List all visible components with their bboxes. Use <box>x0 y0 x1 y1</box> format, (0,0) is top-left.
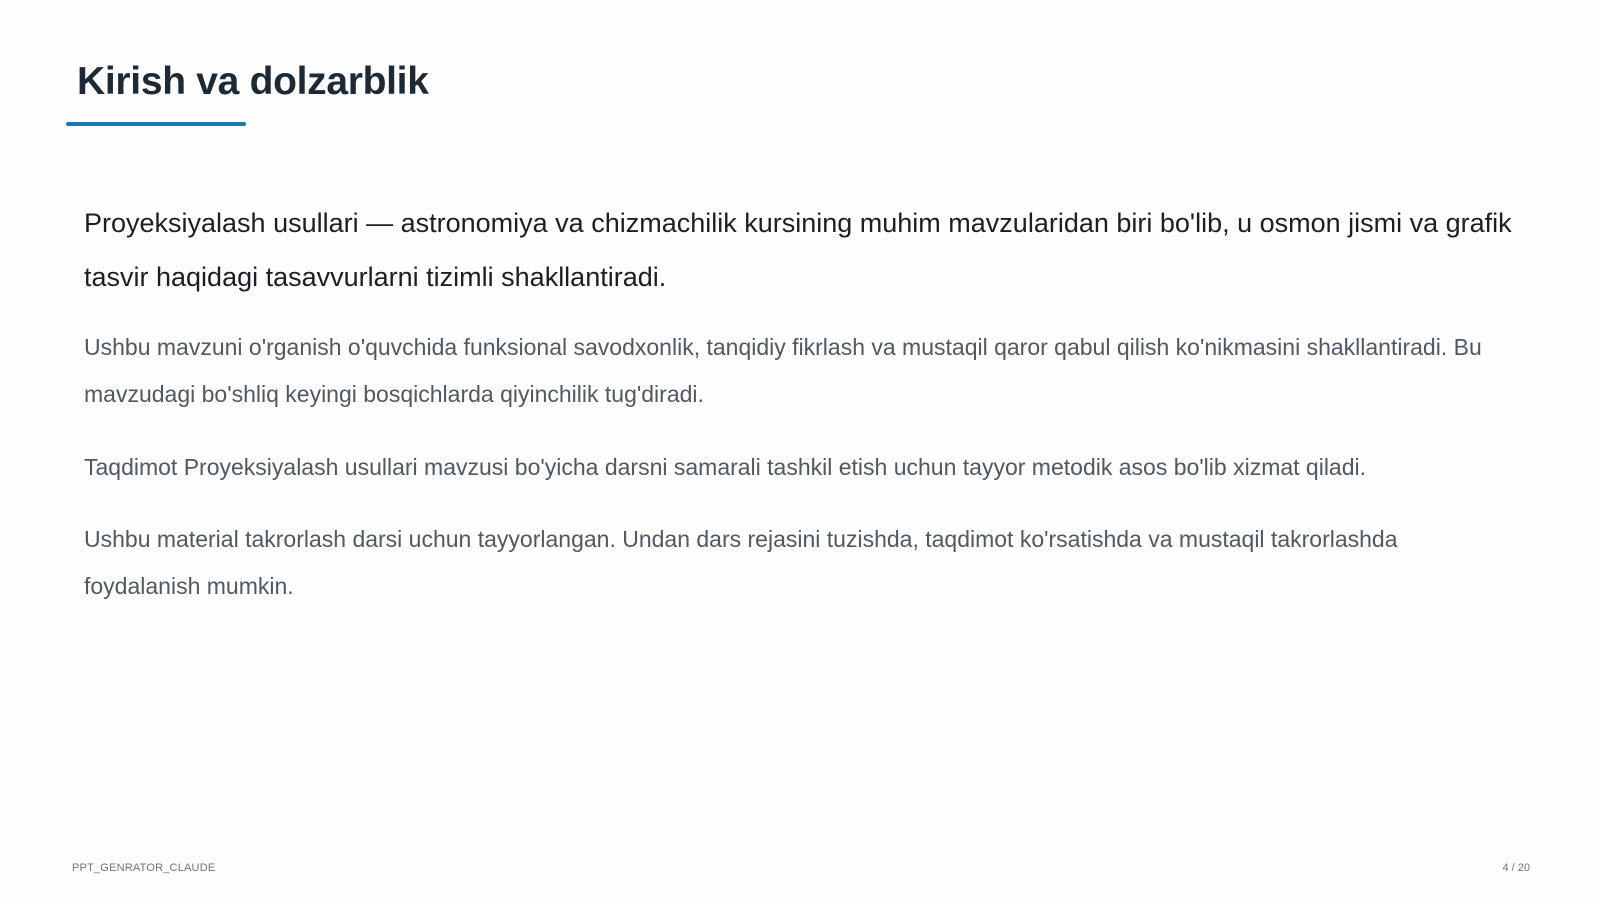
slide-title: Kirish va dolzarblik <box>77 60 429 103</box>
footer-brand: PPT_GENRATOR_CLAUDE <box>72 862 216 874</box>
body-paragraph-3: Ushbu material takrorlash darsi uchun tayyorlangan. Undan dars rejasini tuzishda, taqdimot ko'rsatishda va mustaqil takrorlashda foydalanish mumkin. <box>84 526 1398 599</box>
body-paragraph-2: Taqdimot Proyeksiyalash usullari mavzusi bo'yicha darsni samarali tashkil etish uchun tayyor metodik asos bo'lib xizmat qiladi. <box>84 454 1367 480</box>
lead-paragraph: Proyeksiyalash usullari — astronomiya va chizmachilik kursining muhim mavzularidan biri bo'lib, u osmon jismi va grafik tasvir haqidagi tasavvurlarni tizimli shakllantiradi. <box>84 208 1512 292</box>
title-underline <box>66 122 246 126</box>
page-indicator: 4 / 20 <box>1502 862 1530 874</box>
body-paragraph-1: Ushbu mavzuni o'rganish o'quvchida funksional savodxonlik, tanqidiy fikrlash va mustaqil qaror qabul qilish ko'nikmasini shakllantiradi. Bu mavzudagi bo'shliq keyingi bosqichlarda qiyinchilik tug'diradi. <box>84 334 1482 407</box>
slide-content <box>84 196 1514 610</box>
